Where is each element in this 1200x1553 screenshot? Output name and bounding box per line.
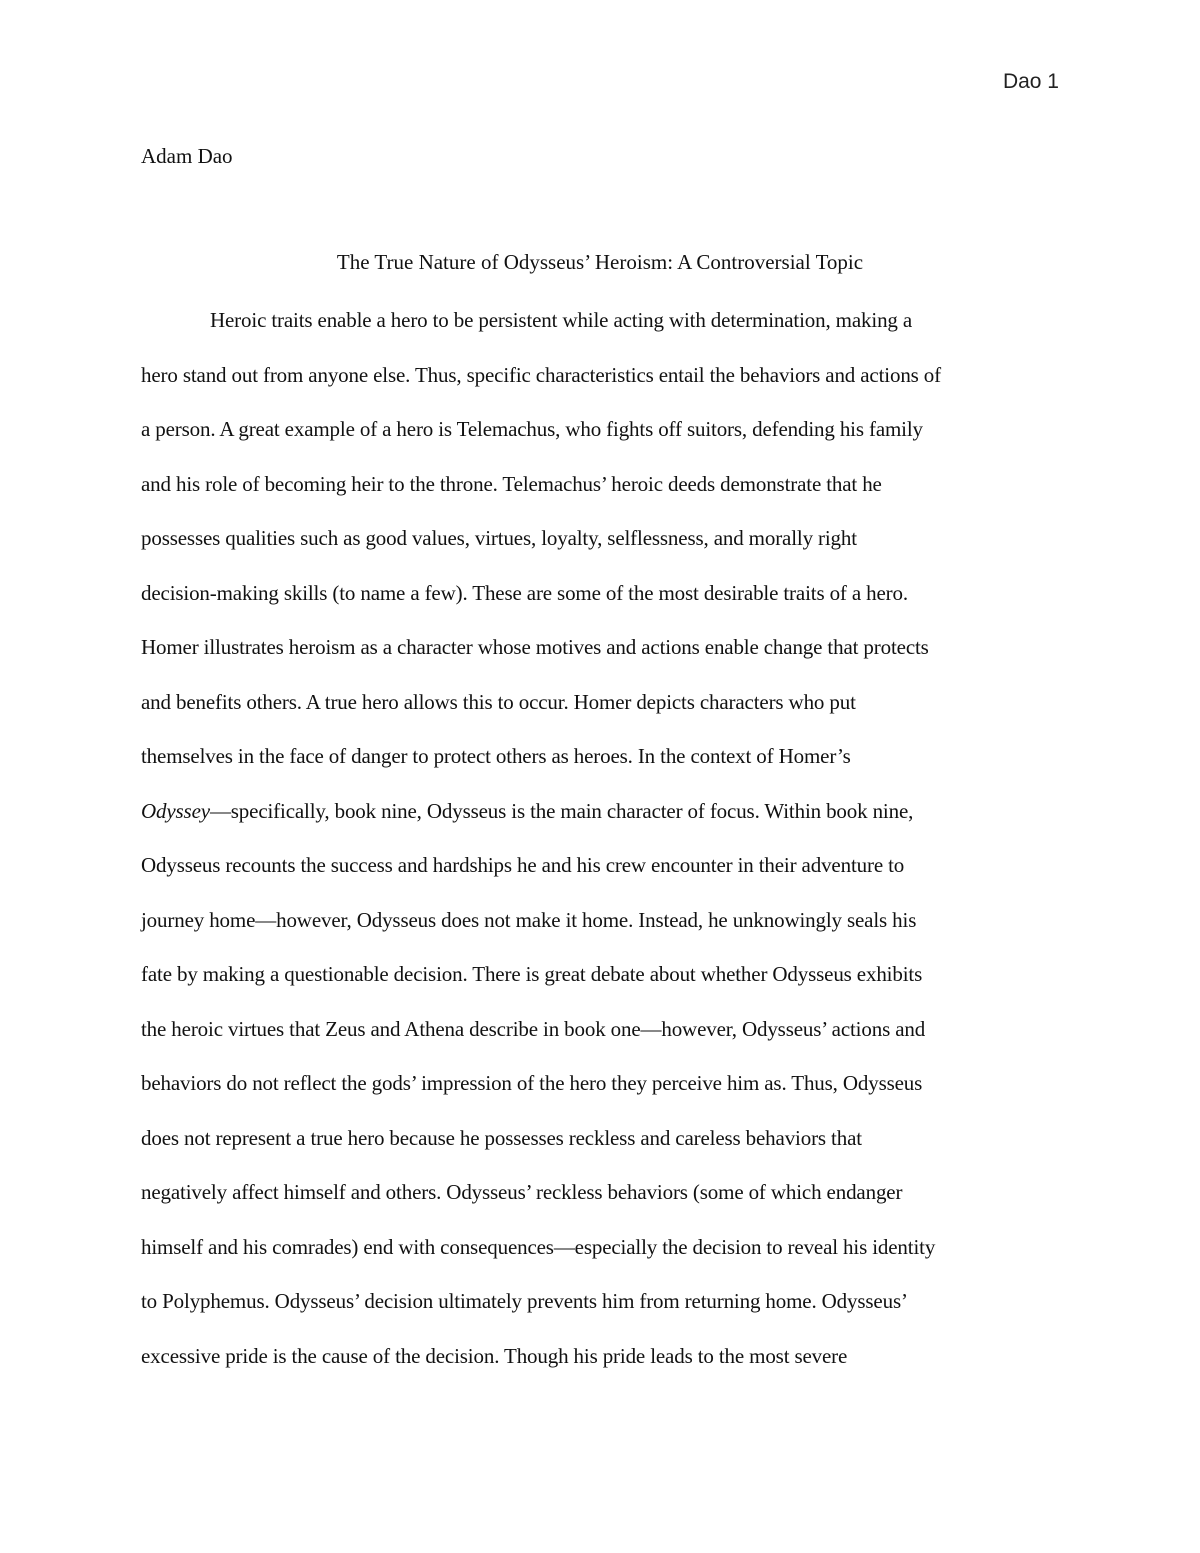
body-line-16: does not represent a true hero because he possesses reckless and careless behaviors that bbox=[141, 1125, 862, 1150]
body-line-7: Homer illustrates heroism as a character whose motives and actions enable change that protects bbox=[141, 635, 929, 659]
body-line-8: and benefits others. A true hero allows this to occur. Homer depicts characters who put bbox=[141, 689, 856, 714]
body-line-14: the heroic virtues that Zeus and Athena describe in book one—however, Odysseus’ actions and bbox=[141, 1016, 926, 1041]
essay-body bbox=[141, 304, 1059, 1394]
essay-title: The True Nature of Odysseus’ Heroism: A Controversial Topic bbox=[336, 250, 864, 274]
body-line-3: a person. A great example of a hero is Telemachus, who fights off suitors, defending his family bbox=[141, 417, 923, 441]
page-number: Dao 1 bbox=[1002, 70, 1059, 93]
body-line-5: possesses qualities such as good values, virtues, loyalty, selflessness, and morally right bbox=[141, 526, 857, 550]
body-line-9: themselves in the face of danger to protect others as heroes. In the context of Homer’s bbox=[141, 744, 851, 768]
body-line-10-rest: —specifically, book nine, Odysseus is the main character of focus. Within book nine, bbox=[209, 798, 914, 823]
body-line-15: behaviors do not reflect the gods’ impression of the hero they perceive him as. Thus, Odysseus bbox=[141, 1071, 923, 1095]
body-line-10 bbox=[141, 795, 1059, 850]
body-line-4: and his role of becoming heir to the throne. Telemachus’ heroic deeds demonstrate that he bbox=[141, 471, 882, 496]
author-name: Adam Dao bbox=[141, 144, 233, 168]
body-line-20: excessive pride is the cause of the decision. Though his pride leads to the most severe bbox=[141, 1343, 848, 1368]
body-line-6: decision-making skills (to name a few). These are some of the most desirable traits of a hero. bbox=[141, 580, 908, 605]
body-line-11: Odysseus recounts the success and hardships he and his crew encounter in their adventure to bbox=[141, 853, 905, 877]
body-line-13: fate by making a questionable decision. There is great debate about whether Odysseus exhibits bbox=[141, 962, 923, 986]
body-line-18: himself and his comrades) end with consequences—especially the decision to reveal his identity bbox=[141, 1234, 936, 1259]
body-line-19: to Polyphemus. Odysseus’ decision ultimately prevents him from returning home. Odysseus’ bbox=[141, 1289, 908, 1313]
body-line-1: Heroic traits enable a hero to be persistent while acting with determination, making a bbox=[210, 308, 913, 332]
body-line-12: journey home—however, Odysseus does not make it home. Instead, he unknowingly seals his bbox=[141, 907, 917, 932]
body-line-17: negatively affect himself and others. Odysseus’ reckless behaviors (some of which endanger bbox=[141, 1180, 903, 1204]
body-line-2: hero stand out from anyone else. Thus, specific characteristics entail the behaviors and actions of bbox=[141, 362, 941, 387]
book-title-odyssey: Odyssey bbox=[141, 798, 210, 823]
